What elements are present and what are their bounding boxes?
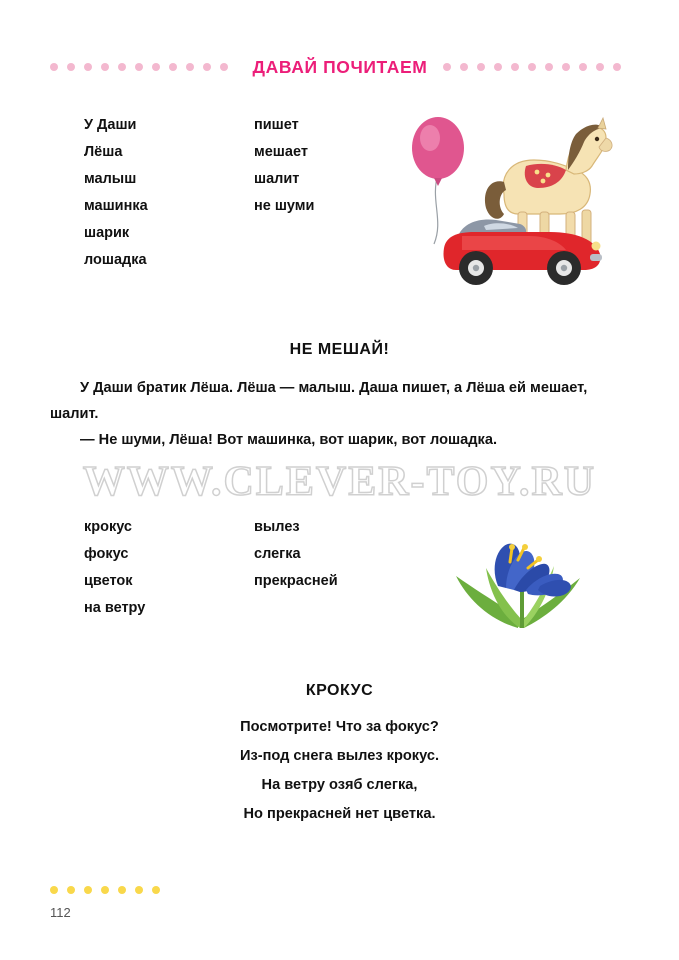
word-item: малыш [84, 171, 137, 187]
word-item: на ветру [84, 600, 146, 616]
word-item: шарик [84, 225, 130, 241]
poem-line: Но прекрасней нет цветка. [243, 806, 436, 822]
word-list-2 [84, 514, 338, 622]
story-paragraph: У Даши братик Лёша. Лёша — малыш. Даша пишет, а Лёша ей мешает, шалит. [50, 380, 588, 422]
word-item: цветок [84, 573, 133, 589]
word-item: крокус [84, 519, 132, 535]
word-list-1 [84, 112, 314, 274]
toys-illustration [400, 108, 630, 298]
word-item: не шуми [254, 198, 315, 214]
word-item: У Даши [84, 117, 137, 133]
footer-dots [50, 886, 170, 894]
word-item: прекрасней [254, 573, 338, 589]
word-item: мешает [254, 144, 308, 160]
word-column-left [84, 514, 254, 622]
story-title-1: НЕ МЕШАЙ! [289, 341, 390, 358]
word-column-left [84, 112, 254, 274]
word-column-right [254, 514, 338, 622]
section-title: ДАВАЙ ПОЧИТАЕМ [252, 56, 428, 77]
word-item: пишет [254, 117, 299, 133]
watermark: WWW.CLEVER-TOY.RU [82, 459, 597, 505]
poem-line: Из-под снега вылез крокус. [239, 748, 440, 764]
word-column-right [254, 112, 314, 274]
word-item: лошадка [84, 252, 147, 268]
word-item: слегка [254, 546, 301, 562]
word-item: машинка [84, 198, 148, 214]
word-item: вылез [254, 519, 300, 535]
poem-line: Посмотрите! Что за фокус? [240, 719, 439, 735]
section-header [50, 52, 630, 82]
story-paragraph: — Не шуми, Лёша! Вот машинка, вот шарик, вот лошадка. [80, 432, 498, 448]
poem-lines [0, 713, 679, 829]
story-title-2: КРОКУС [305, 682, 374, 699]
header-dots-right [443, 63, 630, 71]
page-number: 112 [50, 905, 71, 920]
word-item: шалит [254, 171, 300, 187]
crocus-illustration [440, 524, 600, 634]
poem-line: На ветру озяб слегка, [261, 777, 418, 793]
word-item: Лёша [84, 144, 123, 160]
header-dots-left [50, 63, 237, 71]
word-item: фокус [84, 546, 129, 562]
